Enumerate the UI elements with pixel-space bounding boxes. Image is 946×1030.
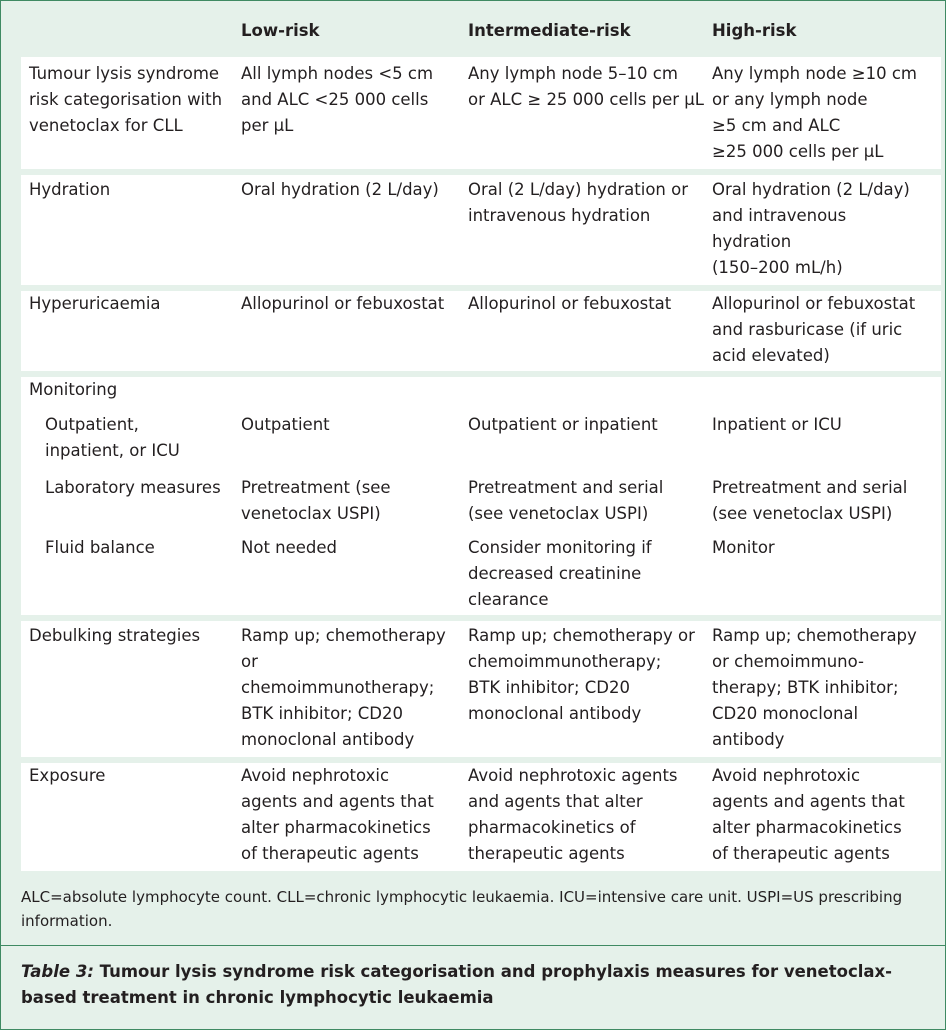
header-high-risk: High-risk	[712, 21, 797, 40]
text-line: and agents that alter	[468, 792, 643, 811]
text-line: Oral hydration (2 L/day)	[241, 180, 439, 199]
text-line: alter pharmacokinetics	[712, 818, 902, 837]
text-line: Avoid nephrotoxic	[712, 766, 861, 785]
text-line: chemoimmunotherapy;	[468, 652, 662, 671]
text-line: Ramp up; chemotherapy	[712, 626, 917, 645]
cell-high-risk	[712, 763, 934, 867]
text-line: Allopurinol or febuxostat	[468, 294, 672, 313]
row-label	[29, 291, 235, 317]
text-line: Not needed	[241, 538, 338, 557]
caption-divider	[1, 945, 945, 946]
text-line: information.	[21, 912, 113, 930]
text-line: Laboratory measures	[45, 478, 221, 497]
cell-low-risk	[241, 291, 461, 317]
subrow-label-fluid-balance	[45, 535, 235, 561]
row-label	[29, 623, 235, 649]
row-hyperuricaemia	[21, 291, 941, 371]
cell-intermediate-risk	[468, 623, 706, 727]
cell-low-risk	[241, 412, 461, 438]
text-line: ≥25 000 cells per μL	[712, 142, 884, 161]
row-exposure	[21, 763, 941, 871]
row-group-monitoring	[21, 377, 941, 615]
text-line: venetoclax USPI)	[241, 504, 381, 523]
group-label-monitoring	[29, 377, 235, 403]
text-line: agents and agents that	[241, 792, 434, 811]
table-footnote	[21, 885, 921, 933]
text-line: (see venetoclax USPI)	[712, 504, 893, 523]
cell-intermediate-risk	[468, 291, 706, 317]
cell-intermediate-risk	[468, 412, 706, 438]
text-line: CD20 monoclonal	[712, 704, 859, 723]
text-line: risk categorisation with	[29, 90, 223, 109]
text-line: therapy; BTK inhibitor;	[712, 678, 899, 697]
text-line: Fluid balance	[45, 538, 155, 557]
header-intermediate-risk: Intermediate-risk	[468, 21, 631, 40]
subrow-label-laboratory	[45, 475, 235, 501]
text-line: BTK inhibitor; CD20	[468, 678, 630, 697]
cell-low-risk	[241, 623, 461, 753]
header-low-risk: Low-risk	[241, 21, 320, 40]
text-line: Any lymph node ≥10 cm	[712, 64, 917, 83]
text-line: Monitor	[712, 538, 775, 557]
table-header-row	[21, 1, 941, 49]
text-line: pharmacokinetics of	[468, 818, 636, 837]
text-line: Hyperuricaemia	[29, 294, 161, 313]
row-hydration	[21, 175, 941, 285]
text-line: Allopurinol or febuxostat	[241, 294, 445, 313]
cell-high-risk	[712, 535, 934, 561]
text-line: Oral (2 L/day) hydration or	[468, 180, 688, 199]
text-line: ALC=absolute lymphocyte count. CLL=chronic lymphocytic leukaemia. ICU=intensive care unit. USPI=US prescribing	[21, 888, 903, 906]
text-line: Ramp up; chemotherapy or	[468, 626, 695, 645]
text-line: Hydration	[29, 180, 111, 199]
cell-intermediate-risk	[468, 61, 706, 113]
cell-high-risk	[712, 412, 934, 438]
text-line: venetoclax for CLL	[29, 116, 183, 135]
text-line: decreased creatinine	[468, 564, 642, 583]
text-line: clearance	[468, 590, 549, 609]
text-line: Inpatient or ICU	[712, 415, 842, 434]
cell-high-risk	[712, 177, 934, 281]
caption-label: Table 3:	[21, 962, 94, 981]
text-line: Pretreatment and serial	[712, 478, 908, 497]
text-line: Outpatient or inpatient	[468, 415, 658, 434]
cell-low-risk	[241, 177, 461, 203]
row-label	[29, 177, 235, 203]
text-line: Outpatient	[241, 415, 330, 434]
text-line: Any lymph node 5–10 cm	[468, 64, 678, 83]
text-line: All lymph nodes <5 cm	[241, 64, 434, 83]
text-line: BTK inhibitor; CD20	[241, 704, 403, 723]
text-line: or chemoimmuno-	[712, 652, 864, 671]
cell-intermediate-risk	[468, 535, 706, 613]
text-line: alter pharmacokinetics	[241, 818, 431, 837]
cell-low-risk	[241, 763, 461, 867]
text-line: Consider monitoring if	[468, 538, 652, 557]
cell-high-risk	[712, 291, 934, 369]
cell-low-risk	[241, 61, 461, 139]
text-line: inpatient, or ICU	[45, 441, 180, 460]
subrow-label-outpatient	[45, 412, 235, 464]
text-line: Debulking strategies	[29, 626, 201, 645]
text-line: and ALC <25 000 cells	[241, 90, 429, 109]
text-line: agents and agents that	[712, 792, 905, 811]
cell-high-risk	[712, 475, 934, 527]
text-line: Tumour lysis syndrome	[29, 64, 220, 83]
text-line: Avoid nephrotoxic agents	[468, 766, 678, 785]
cell-intermediate-risk	[468, 763, 706, 867]
cell-low-risk	[241, 535, 461, 561]
cell-intermediate-risk	[468, 177, 706, 229]
text-line: acid elevated)	[712, 346, 830, 365]
text-line: of therapeutic agents	[241, 844, 419, 863]
text-line: and intravenous	[712, 206, 847, 225]
row-tls-risk	[21, 57, 941, 169]
text-line: or ALC ≥ 25 000 cells per μL	[468, 90, 704, 109]
text-line: antibody	[712, 730, 785, 749]
text-line: and rasburicase (if uric	[712, 320, 903, 339]
text-line: hydration	[712, 232, 792, 251]
cell-high-risk	[712, 623, 934, 753]
row-label	[29, 763, 235, 789]
text-line: chemoimmunotherapy;	[241, 678, 435, 697]
text-line: or	[241, 652, 258, 671]
text-line: or any lymph node	[712, 90, 868, 109]
text-line: Pretreatment (see	[241, 478, 391, 497]
text-line: therapeutic agents	[468, 844, 625, 863]
text-line: (see venetoclax USPI)	[468, 504, 649, 523]
text-line: ≥5 cm and ALC	[712, 116, 841, 135]
text-line: Monitoring	[29, 380, 118, 399]
text-line: Pretreatment and serial	[468, 478, 664, 497]
cell-intermediate-risk	[468, 475, 706, 527]
caption-text: Tumour lysis syndrome risk categorisation and prophylaxis measures for venetoclax-based treatment in chronic lymphocytic leukaemia	[21, 962, 893, 1007]
cell-high-risk	[712, 61, 934, 165]
text-line: Outpatient,	[45, 415, 139, 434]
row-label	[29, 61, 235, 139]
text-line: monoclonal antibody	[241, 730, 415, 749]
text-line: Ramp up; chemotherapy	[241, 626, 446, 645]
text-line: Exposure	[29, 766, 106, 785]
text-line: per μL	[241, 116, 294, 135]
text-line: intravenous hydration	[468, 206, 651, 225]
cell-low-risk	[241, 475, 461, 527]
text-line: monoclonal antibody	[468, 704, 642, 723]
row-debulking	[21, 621, 941, 757]
text-line: Allopurinol or febuxostat	[712, 294, 916, 313]
text-line: Avoid nephrotoxic	[241, 766, 390, 785]
text-line: of therapeutic agents	[712, 844, 890, 863]
table-caption	[21, 959, 931, 1011]
text-line: (150–200 mL/h)	[712, 258, 843, 277]
text-line: Oral hydration (2 L/day)	[712, 180, 910, 199]
